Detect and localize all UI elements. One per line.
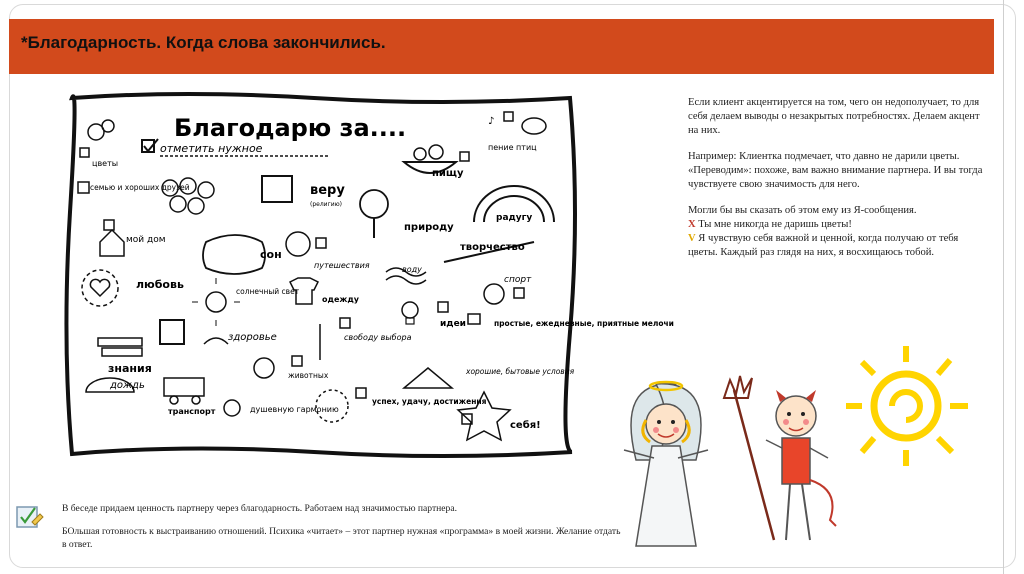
item-love: любовь — [136, 278, 184, 291]
right-text-panel — [688, 96, 986, 272]
item-transport: транспорт — [168, 407, 216, 416]
item-sunlight: солнечный свет — [236, 287, 300, 296]
title-banner — [9, 19, 994, 74]
globe-icon — [286, 232, 310, 256]
item-sleep: сон — [260, 248, 282, 261]
item-creativity: творчество — [460, 242, 525, 253]
item-health: здоровье — [228, 332, 277, 343]
heart-icon — [82, 270, 118, 306]
paragraph-client-focus: Если клиент акцентируется на том, чего он недополучает, то для себя делаем выводы о незакрытых потребностях. Делаем акцент на них. — [688, 97, 980, 136]
bottom-text-panel — [62, 502, 622, 561]
item-family: семью и хороших друзей — [90, 183, 190, 192]
item-self: себя! — [510, 420, 541, 431]
tree-icon — [360, 190, 388, 238]
item-harmony: душевную гармонию — [250, 405, 339, 414]
lightbulb-icon — [402, 302, 418, 324]
item-birds: пение птиц — [488, 143, 537, 152]
watering-can-icon — [204, 338, 228, 344]
bottom-paragraph-1: В беседе придаем ценность партнеру через благодарность. Работаем над значимостью партнера. — [62, 503, 458, 514]
item-success: успех, удачу, достижения — [372, 397, 487, 406]
item-faith-sub: (религию) — [310, 201, 343, 208]
item-travel: путешествия — [314, 261, 370, 270]
slide-title: *Благодарность. Когда слова закончились. — [21, 33, 386, 52]
sun-icon — [846, 346, 968, 466]
item-simple: простые, ежедневные, приятные мелочи — [494, 319, 674, 328]
angel-devil-sun-illustration — [606, 340, 986, 560]
poster-heading: Благодарю за.... — [174, 114, 407, 142]
item-ideas: идеи — [440, 319, 466, 329]
item-clothes: одежду — [322, 295, 360, 304]
flowers-icon — [80, 120, 114, 157]
ball-icon — [484, 284, 504, 304]
i-message-prompt: Могли бы вы сказать об этом ему из Я-сообщения. — [688, 205, 917, 216]
wrong-example: Ты мне никогда не даришь цветы! — [695, 219, 852, 230]
item-sport: спорт — [504, 275, 532, 285]
item-knowledge: знания — [108, 362, 152, 375]
item-conditions: хорошие, бытовые условия — [466, 367, 575, 376]
item-rain: дождь — [110, 380, 145, 391]
books-icon — [98, 338, 142, 356]
item-home: мой дом — [126, 235, 166, 245]
wrong-mark: X — [688, 219, 696, 230]
paragraph-example — [688, 150, 986, 192]
bird-icon — [488, 112, 546, 134]
slide-edge — [1003, 0, 1004, 574]
example-line: Например: Клиентка подмечает, что давно не дарили цветы. — [688, 151, 960, 162]
translation-line: «Переводим»: похоже, вам важно внимание партнера. И вы тогда чувствуете свою значимость для него. — [688, 165, 983, 190]
harmony-icon — [224, 400, 240, 416]
checklist-note-icon — [14, 504, 44, 530]
item-animals: животных — [288, 371, 329, 380]
item-freedom: свободу выбора — [344, 333, 412, 342]
item-rainbow: радугу — [496, 213, 533, 223]
paragraph-i-message — [688, 204, 986, 260]
sun-drawing-icon — [192, 278, 240, 326]
angel-figure — [624, 382, 708, 546]
poster-subheading: отметить нужное — [160, 142, 263, 155]
item-flowers: цветы — [92, 159, 119, 168]
right-mark: V — [688, 233, 696, 244]
cat-icon — [254, 358, 274, 378]
devil-figure — [724, 376, 836, 540]
item-food: пищу — [432, 168, 464, 179]
bottom-paragraph-2: БОльшая готовность к выстраиванию отношений. Психика «читает» – этот партнер нужная «программа» в моей жизни. Желание отдать в ответ. — [62, 526, 621, 550]
item-faith: веру — [310, 183, 345, 198]
gratitude-poster — [64, 92, 674, 458]
item-water: воду — [402, 265, 422, 274]
house-icon — [404, 368, 452, 388]
right-example: Я чувствую себя важной и ценной, когда получаю от тебя цветы. Каждый раз глядя на них, я восхищаюсь тобой. — [688, 233, 959, 258]
svg-text:♪: ♪ — [488, 116, 495, 127]
item-nature: природу — [404, 222, 454, 233]
truck-icon — [164, 378, 204, 396]
